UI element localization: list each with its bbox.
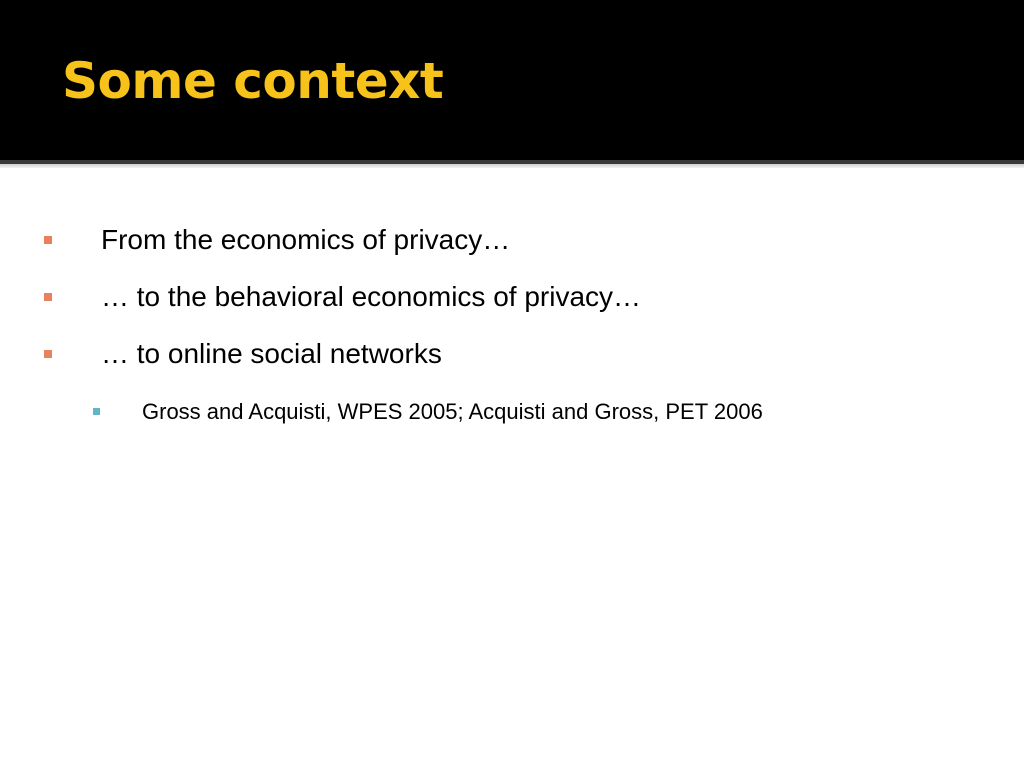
bullet-square-icon <box>44 293 52 301</box>
bullet-text: … to the behavioral economics of privacy… <box>101 281 642 312</box>
sub-bullet-square-icon <box>93 408 100 415</box>
title-divider-shadow <box>0 164 1024 168</box>
title-bar <box>0 0 1024 160</box>
sub-bullet-text: Gross and Acquisti, WPES 2005; Acquisti and Gross, PET 2006 <box>142 399 763 424</box>
bullet-square-icon <box>44 350 52 358</box>
slide-title: Some context <box>62 52 444 110</box>
bullet-text: … to online social networks <box>101 338 442 369</box>
bullet-square-icon <box>44 236 52 244</box>
bullet-text: From the economics of privacy… <box>101 224 511 255</box>
